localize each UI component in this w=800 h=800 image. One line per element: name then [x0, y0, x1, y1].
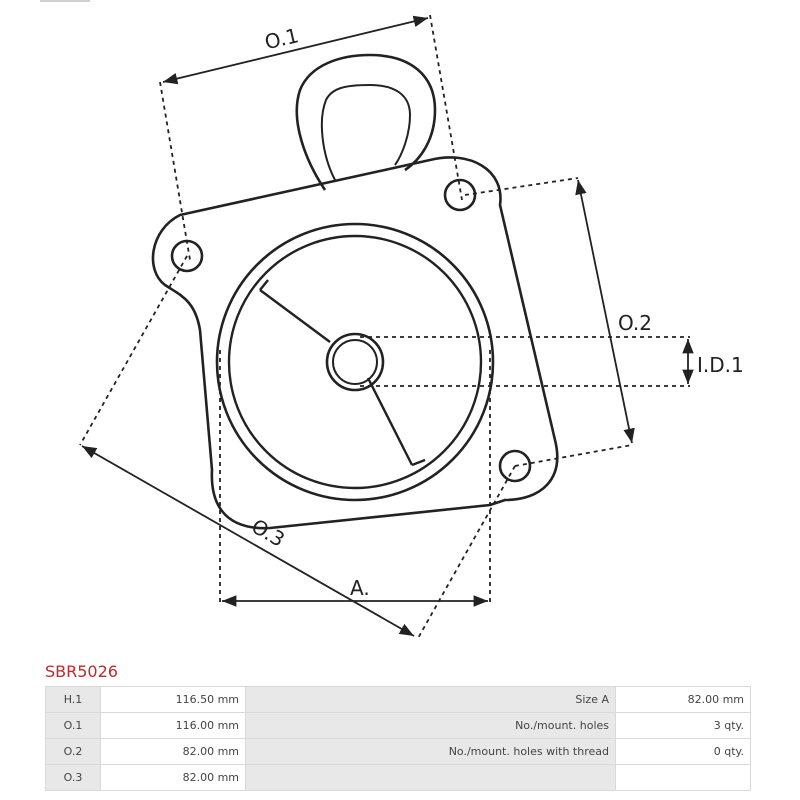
ext-o1-left — [160, 82, 190, 260]
housing-outer-ring — [217, 224, 493, 500]
table-row — [46, 739, 751, 765]
ext-o2-top — [465, 178, 578, 195]
sector-cutout — [260, 290, 412, 465]
row-value: 82.00 mm — [101, 765, 246, 791]
row-key2: Size A — [246, 687, 616, 713]
ext-o3-left — [80, 256, 187, 445]
table-row — [46, 687, 751, 713]
dim-o3 — [82, 446, 414, 636]
sector-edge-a — [260, 280, 268, 290]
center-bore-outer — [327, 334, 383, 390]
row-key2: No./mount. holes with thread — [246, 739, 616, 765]
table-row — [46, 713, 751, 739]
top-tab-inner — [322, 85, 410, 180]
row-key: O.3 — [46, 765, 101, 791]
label-a: A. — [350, 576, 370, 600]
housing-inner-ring — [229, 236, 481, 488]
row-value2: 0 qty. — [616, 739, 751, 765]
row-value: 82.00 mm — [101, 739, 246, 765]
spec-table — [45, 686, 751, 791]
sector-edge-b — [412, 460, 425, 465]
top-tab-loop — [297, 55, 435, 190]
row-key: O.2 — [46, 739, 101, 765]
row-value2: 3 qty. — [616, 713, 751, 739]
row-key: H.1 — [46, 687, 101, 713]
row-key2: No./mount. holes — [246, 713, 616, 739]
row-value2: 82.00 mm — [616, 687, 751, 713]
mount-hole-top — [445, 180, 475, 210]
table-row — [46, 765, 751, 791]
label-o2: O.2 — [618, 311, 653, 335]
label-id1: I.D.1 — [697, 353, 744, 377]
ext-o3-right — [417, 466, 515, 640]
center-bore-inner — [333, 340, 377, 384]
row-key: O.1 — [46, 713, 101, 739]
row-key2 — [246, 765, 616, 791]
ext-o2-bottom — [515, 445, 632, 466]
label-o3: O.3 — [247, 513, 289, 552]
row-value2 — [616, 765, 751, 791]
bracket-outline — [153, 157, 557, 528]
part-code: SBR5026 — [45, 662, 118, 681]
row-value: 116.00 mm — [101, 713, 246, 739]
label-o1: O.1 — [262, 23, 301, 55]
row-value: 116.50 mm — [101, 687, 246, 713]
